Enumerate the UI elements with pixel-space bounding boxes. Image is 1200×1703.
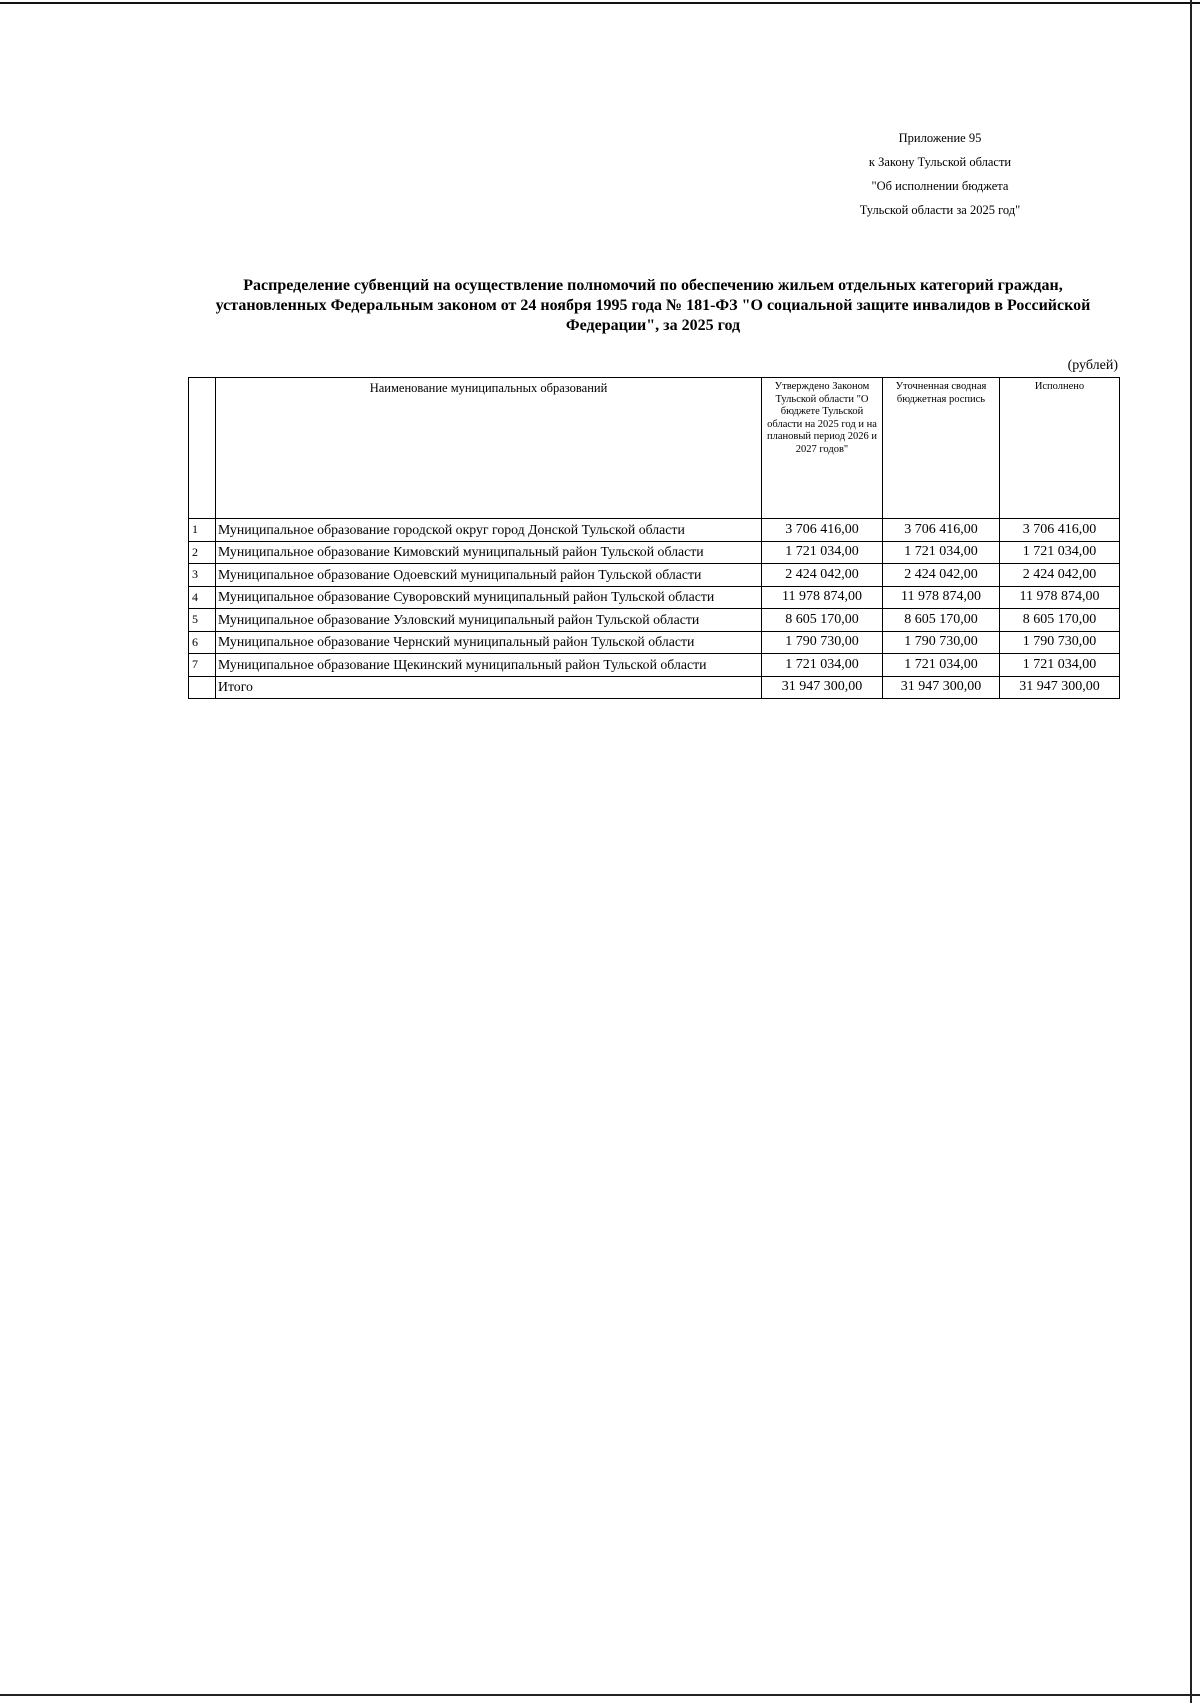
table-row <box>189 541 1120 564</box>
row-revised: 3 706 416,00 <box>883 519 1000 542</box>
scan-edge-right <box>1190 0 1192 1703</box>
header-num <box>189 378 216 519</box>
row-name: Муниципальное образование Чернский муниципальный район Тульской области <box>216 631 762 654</box>
row-num: 6 <box>189 631 216 654</box>
row-approved: 1 721 034,00 <box>762 541 883 564</box>
table-total-row <box>189 676 1120 699</box>
row-num: 3 <box>189 564 216 587</box>
row-revised: 1 721 034,00 <box>883 654 1000 677</box>
appendix-line: "Об исполнении бюджета <box>871 179 1009 193</box>
row-name: Муниципальное образование городской округ город Донской Тульской области <box>216 519 762 542</box>
total-approved: 31 947 300,00 <box>762 676 883 699</box>
total-name: Итого <box>216 676 762 699</box>
row-executed: 2 424 042,00 <box>1000 564 1120 587</box>
row-num: 2 <box>189 541 216 564</box>
total-executed: 31 947 300,00 <box>1000 676 1120 699</box>
appendix-line: Тульской области за 2025 год" <box>859 203 1021 217</box>
row-approved: 1 790 730,00 <box>762 631 883 654</box>
table-row <box>189 631 1120 654</box>
row-num: 1 <box>189 519 216 542</box>
appendix-line: к Закону Тульской области <box>868 155 1012 169</box>
header-name: Наименование муниципальных образований <box>216 378 762 519</box>
row-name: Муниципальное образование Узловский муниципальный район Тульской области <box>216 609 762 632</box>
row-executed: 1 721 034,00 <box>1000 541 1120 564</box>
table-row <box>189 609 1120 632</box>
row-approved: 3 706 416,00 <box>762 519 883 542</box>
row-executed: 3 706 416,00 <box>1000 519 1120 542</box>
row-revised: 8 605 170,00 <box>883 609 1000 632</box>
appendix-note <box>840 126 1040 222</box>
subvention-table <box>188 377 1120 699</box>
row-executed: 11 978 874,00 <box>1000 586 1120 609</box>
row-revised: 11 978 874,00 <box>883 586 1000 609</box>
table-row <box>189 519 1120 542</box>
row-name: Муниципальное образование Кимовский муниципальный район Тульской области <box>216 541 762 564</box>
header-approved: Утверждено Законом Тульской области "О бюджете Тульской области на 2025 год и на плановый период 2026 и 2027 годов" <box>762 378 883 519</box>
row-name: Муниципальное образование Суворовский муниципальный район Тульской области <box>216 586 762 609</box>
appendix-line: Приложение 95 <box>898 131 982 145</box>
total-num <box>189 676 216 699</box>
units-label: (рублей) <box>1067 358 1118 373</box>
table-header-row <box>189 378 1120 519</box>
row-num: 7 <box>189 654 216 677</box>
total-revised: 31 947 300,00 <box>883 676 1000 699</box>
table-row <box>189 564 1120 587</box>
row-revised: 1 721 034,00 <box>883 541 1000 564</box>
row-approved: 1 721 034,00 <box>762 654 883 677</box>
row-approved: 11 978 874,00 <box>762 586 883 609</box>
row-num: 4 <box>189 586 216 609</box>
row-num: 5 <box>189 609 216 632</box>
header-revised: Уточненная сводная бюджетная роспись <box>883 378 1000 519</box>
row-name: Муниципальное образование Одоевский муниципальный район Тульской области <box>216 564 762 587</box>
scan-edge-top <box>0 2 1200 4</box>
table-row <box>189 586 1120 609</box>
header-executed: Исполнено <box>1000 378 1120 519</box>
document-title: Распределение субвенций на осуществление полномочий по обеспечению жильем отдельных категорий граждан, установленных Федеральным законом от 24 ноября 1995 года № 181-ФЗ "О социальной защите инвалидов в Российской Федерации", за 2025 год <box>215 277 1091 334</box>
row-executed: 8 605 170,00 <box>1000 609 1120 632</box>
row-revised: 2 424 042,00 <box>883 564 1000 587</box>
scan-edge-bottom <box>0 1694 1200 1696</box>
row-executed: 1 721 034,00 <box>1000 654 1120 677</box>
row-approved: 8 605 170,00 <box>762 609 883 632</box>
table-row <box>189 654 1120 677</box>
row-approved: 2 424 042,00 <box>762 564 883 587</box>
row-revised: 1 790 730,00 <box>883 631 1000 654</box>
row-name: Муниципальное образование Щекинский муниципальный район Тульской области <box>216 654 762 677</box>
row-executed: 1 790 730,00 <box>1000 631 1120 654</box>
